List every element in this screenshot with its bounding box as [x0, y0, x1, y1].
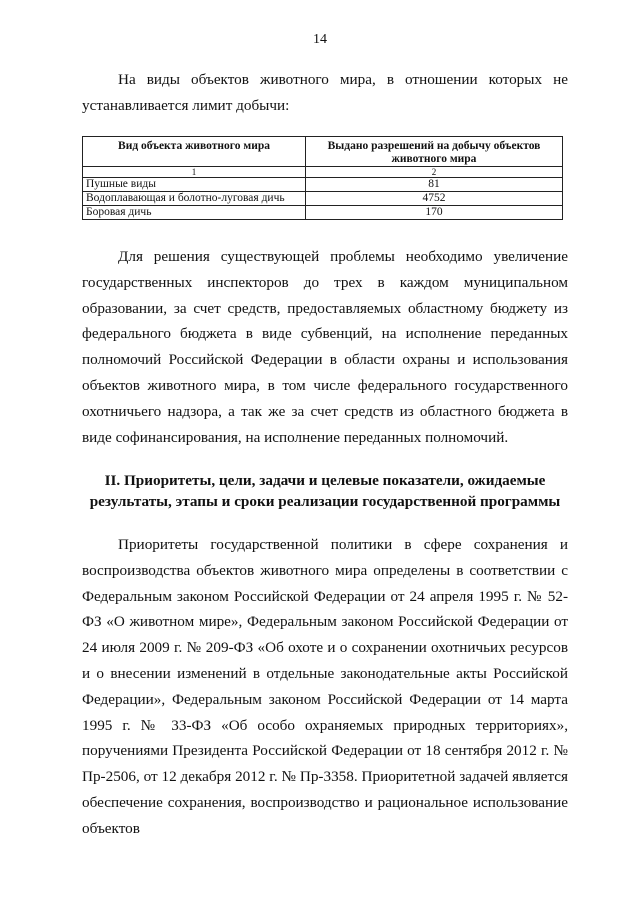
table-column-numbers-row: [83, 167, 563, 178]
table-cell-species: Боровая дичь: [83, 206, 306, 220]
table-column-number: 1: [83, 167, 306, 178]
table-header-row: [83, 137, 563, 167]
intro-paragraph: На виды объектов животного мира, в отношении которых не устанавливается лимит добычи:: [82, 71, 568, 114]
section-heading: II. Приоритеты, цели, задачи и целевые показатели, ожидаемые результаты, этапы и сроки реализации государственной программы: [89, 472, 561, 510]
table-row: [83, 192, 563, 206]
table-cell-species: Пушные виды: [83, 178, 306, 192]
table-cell-permits: 4752: [306, 192, 563, 206]
body-paragraph-inspectors: Для решения существующей проблемы необходимо увеличение государственных инспекторов до трех в каждом муниципальном образовании, за счет средств, предоставляемых областному бюджету из федерального бюджета в виде субвенций, на исполнение переданных полномочий Российской Федерации в области охраны и использования объектов животного мира, в том числе федерального государственного охотничьего надзора, а так же за счет средств из областного бюджета в виде софинансирования, на исполнение переданных полномочий.: [82, 248, 568, 446]
table-row: [83, 178, 563, 192]
table-column-number: 2: [306, 167, 563, 178]
table-cell-species: Водоплавающая и болотно-луговая дичь: [83, 192, 306, 206]
table-cell-permits: 170: [306, 206, 563, 220]
body-paragraph-priorities: Приоритеты государственной политики в сфере сохранения и воспроизводства объектов животного мира определены в соответствии с Федеральным законом Российской Федерации от 24 апреля 1995 г. № 52-ФЗ «О животном мире», Федеральным законом Российской Федерации от 24 июля 2009 г. № 209-ФЗ «Об охоте и о сохранении охотничьих ресурсов и о внесении изменений в отдельные законодательные акты Российской Федерации», Федеральным законом Российской Федерации от 14 марта 1995 г. № 33-ФЗ «Об особо охраняемых природных территориях», поручениями Президента Российской Федерации от 18 сентября 2012 г. № Пр-2506, от 12 декабря 2012 г. № Пр-3358. Приоритетной задачей является обеспечение сохранения, воспроизводство и рациональное использование объектов: [82, 536, 568, 837]
table-row: [83, 206, 563, 220]
table-cell-permits: 81: [306, 178, 563, 192]
page-number: 14: [313, 32, 327, 47]
hunting-permits-table: [82, 136, 563, 220]
table-header-species: Вид объекта животного мира: [83, 137, 306, 167]
table-header-permits: Выдано разрешений на добычу объектов животного мира: [306, 137, 563, 167]
